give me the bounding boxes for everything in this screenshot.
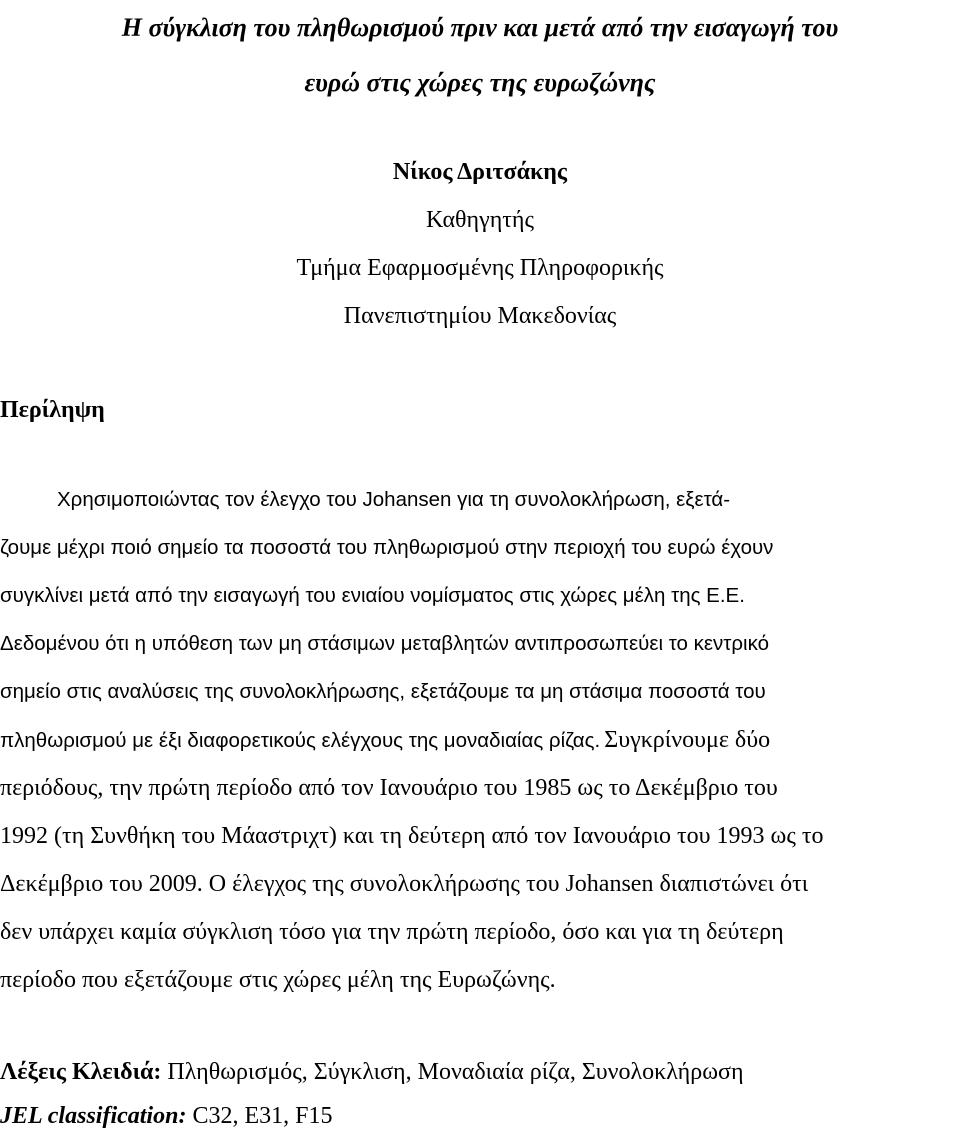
- abstract-heading: Περίληψη: [0, 397, 105, 423]
- abstract-line: δεν υπάρχει καμία σύγκλιση τόσο για την πρώτη περίοδο, όσο και για τη δεύτερη: [0, 919, 784, 945]
- abstract-line: συγκλίνει μετά από την εισαγωγή του ενιαίου νομίσματος στις χώρες μέλη της Ε.Ε.: [0, 584, 745, 607]
- keywords-value: Πληθωρισμός, Σύγκλιση, Μοναδιαία ρίζα, Συνολοκλήρωση: [161, 1059, 744, 1085]
- jel-label: JEL classification:: [0, 1103, 187, 1129]
- abstract-line: περιόδους, την πρώτη περίοδο από τον Ιανουάριο του 1985 ως το Δεκέμβριο του: [0, 775, 778, 801]
- abstract-line: [0, 860, 956, 908]
- abstract-line: σημείο στις αναλύσεις της συνολοκλήρωσης, εξετάζουμε τα μη στάσιμα ποσοστά του: [0, 680, 766, 703]
- abstract-line: Δεδομένου ότι η υπόθεση των μη στάσιμων μεταβλητών αντιπροσωπεύει το κεντρικό: [0, 632, 769, 655]
- abstract-line: περίοδο που εξετάζουμε στις χώρες μέλη της Ευρωζώνης.: [0, 967, 556, 993]
- author-name: Νίκος Δριτσάκης: [392, 159, 568, 185]
- abstract-line-serif: Συγκρίνουμε δύο: [604, 727, 771, 753]
- keywords-label: Λέξεις Κλειδιά:: [0, 1059, 162, 1085]
- abstract-line-text: ζουμε μέχρι ποιό σημείο τα ποσοστά του πληθωρισμού στην περιοχή του ευρώ έχουν: [0, 536, 774, 559]
- abstract-body: [0, 476, 956, 1004]
- jel-classification-line: [0, 1096, 332, 1136]
- author-university: Πανεπιστημίου Μακεδονίας: [343, 303, 617, 329]
- abstract-line: Χρησιμοποιώντας τον έλεγχο του Johansen για τη συνολοκλήρωση, εξετά-: [57, 488, 731, 511]
- author-department: Τμήμα Εφαρμοσμένης Πληροφορικής: [296, 255, 664, 281]
- abstract-line: [0, 524, 956, 572]
- abstract-line-part-2: Ο έλεγχος της συνολοκλήρωσης του Johansen διαπιστώνει ότι: [208, 871, 809, 897]
- author-position: Καθηγητής: [426, 207, 534, 233]
- keywords-line: [0, 1052, 744, 1092]
- abstract-line: [0, 716, 956, 764]
- abstract-line-part-1: Δεκέμβριο του 2009.: [0, 871, 203, 897]
- paper-title-line-1: Η σύγκλιση του πληθωρισμού πριν και μετά από την εισαγωγή του: [121, 13, 839, 42]
- abstract-line-sans: πληθωρισμού με έξι διαφορετικούς ελέγχους της μοναδιαίας ρίζας.: [0, 729, 601, 752]
- abstract-line: 1992 (τη Συνθήκη του Μάαστριχτ) και τη δεύτερη από τον Ιανουάριο του 1993 ως το: [0, 823, 824, 849]
- author-block: [0, 148, 960, 340]
- jel-value: C32, E31, F15: [186, 1103, 333, 1129]
- paper-title: [0, 0, 960, 110]
- paper-title-line-2: ευρώ στις χώρες της ευρωζώνης: [304, 68, 656, 97]
